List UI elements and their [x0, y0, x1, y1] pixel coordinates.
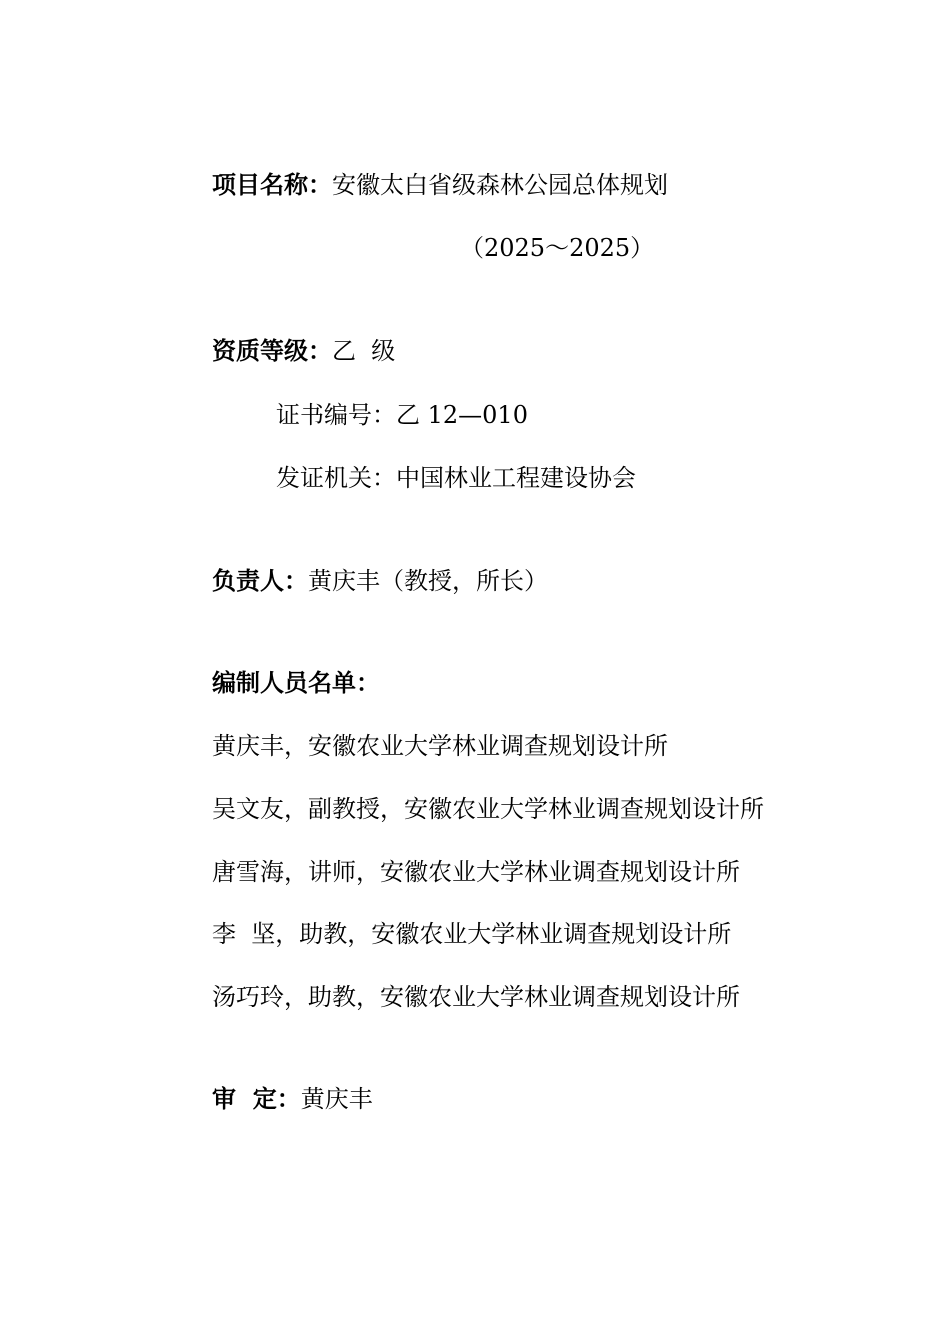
staff-member: 黄庆丰，安徽农业大学林业调查规划设计所 — [212, 732, 668, 760]
staff-member: 唐雪海，讲师，安徽农业大学林业调查规划设计所 — [212, 858, 740, 886]
review-label: 审 定： — [212, 1084, 301, 1113]
qualification-label: 资质等级： — [212, 336, 332, 365]
certificate-issuer: 发证机关：中国林业工程建设协会 — [276, 464, 636, 492]
project-period: （2025～2025） — [460, 234, 655, 262]
staff-member: 吴文友，副教授，安徽农业大学林业调查规划设计所 — [212, 795, 764, 823]
staff-list-heading: 编制人员名单： — [212, 668, 380, 697]
responsible-value: 黄庆丰（教授，所长） — [308, 567, 548, 595]
review-value: 黄庆丰 — [300, 1085, 373, 1113]
qualification-grade: 乙 级 — [332, 337, 396, 365]
qualification-line — [212, 336, 395, 366]
responsible-line — [212, 566, 548, 596]
review-line — [212, 1084, 373, 1114]
certificate-number: 证书编号：乙 12—010 — [276, 401, 528, 429]
responsible-label: 负责人： — [212, 566, 308, 595]
staff-member: 汤巧玲，助教，安徽农业大学林业调查规划设计所 — [212, 983, 740, 1011]
project-line — [212, 170, 668, 200]
project-name: 安徽太白省级森林公园总体规划 — [332, 171, 668, 199]
project-label: 项目名称： — [212, 170, 332, 199]
staff-member: 李 坚，助教，安徽农业大学林业调查规划设计所 — [212, 920, 732, 948]
